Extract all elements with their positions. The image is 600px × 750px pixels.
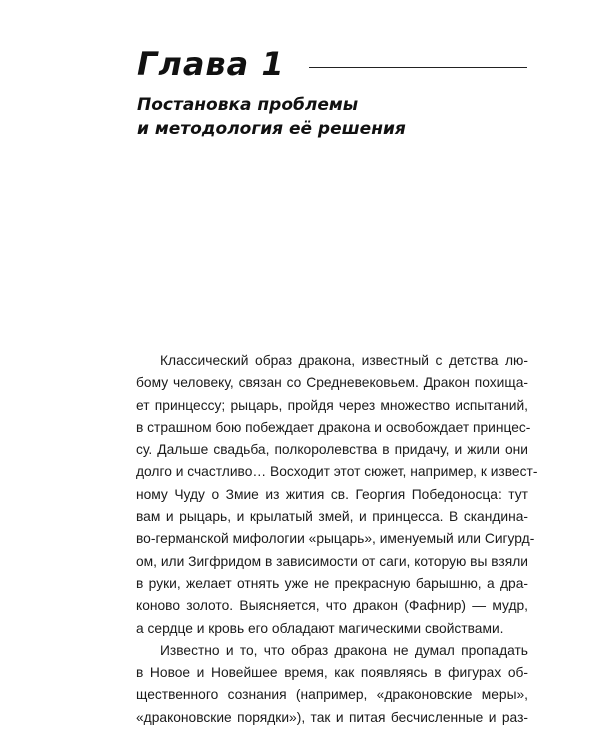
chapter-rule — [309, 67, 527, 68]
body-line: «драконовские порядки»), так и питая бесчисленные и раз- — [136, 709, 528, 725]
body-line: в страшном бою побеждает дракона и освобождает принцес- — [136, 419, 531, 435]
body-line: в руки, желает отнять уже не прекрасную барышню, а дра- — [136, 575, 528, 591]
body-line: бому человеку, связан со Средневековьем. Дракон похища- — [136, 375, 528, 391]
body-line: вам и рыцарь, и крылатый змей, и принцесса. В скандина- — [136, 509, 528, 525]
body-line: щественного сознания (например, «драконовские меры», — [136, 687, 528, 703]
body-line: ет принцессу; рыцарь, пройдя через множество испытаний, — [136, 397, 528, 413]
body-line: Классический образ дракона, известный с детства лю- — [160, 353, 528, 368]
body-line: ному Чуду о Змие из жития св. Георгия Победоносца: тут — [136, 486, 528, 502]
body-line: во-германской мифологии «рыцарь», именуемый или Сигурд- — [136, 531, 535, 547]
chapter-subtitle — [137, 93, 527, 141]
subtitle-line: Постановка проблемы — [137, 95, 359, 115]
chapter-title: Глава 1 — [137, 45, 285, 83]
body-line: ом, или Зигфридом в зависимости от саги, которую вы взяли — [136, 553, 528, 569]
body-line: а сердце и кровь его обладают магическими свойствами. — [136, 620, 504, 636]
body-line: су. Дальше свадьба, полкоролевства в придачу, и жили они — [136, 442, 528, 458]
body-line: долго и счастливо… Восходит этот сюжет, например, к извест- — [136, 464, 538, 480]
body-line: Известно и то, что образ дракона не думал пропадать — [160, 642, 528, 658]
body-line: в Новое и Новейшее время, как появляясь в фигурах об- — [136, 665, 528, 681]
body-line: коново золото. Выясняется, что дракон (Фафнир) — мудр, — [136, 598, 528, 614]
subtitle-line: и методология её решения — [137, 119, 406, 139]
chapter-heading — [137, 44, 527, 84]
body-text — [136, 350, 538, 729]
